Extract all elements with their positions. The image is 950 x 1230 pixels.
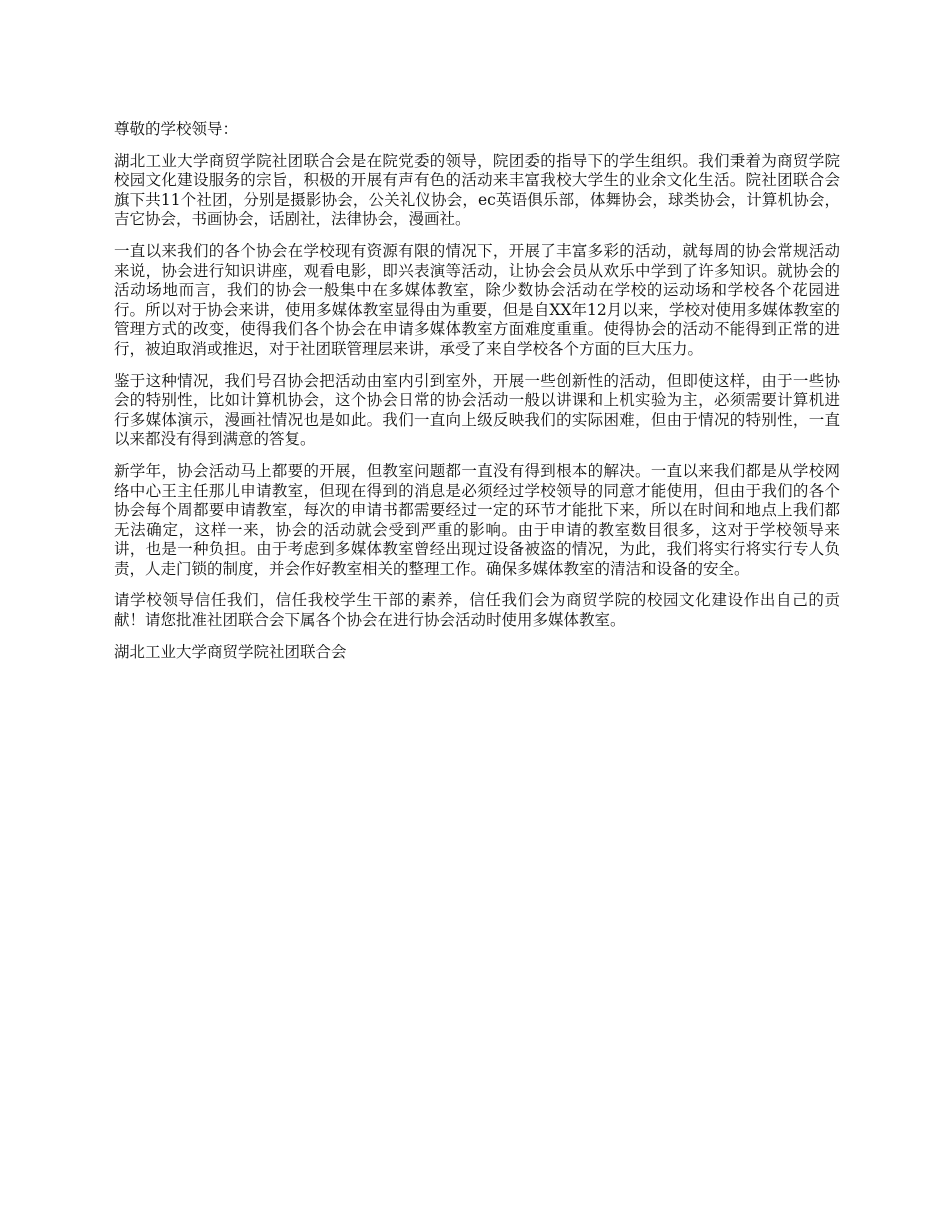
letter-document: [114, 120, 840, 674]
paragraph-request: 请学校领导信任我们，信任我校学生干部的素养，信任我们会为商贸学院的校园文化建设作出自己的贡献！请您批准社团联合会下属各个协会在进行协会活动时使用多媒体教室。: [114, 591, 840, 630]
paragraph-introduction: 湖北工业大学商贸学院社团联合会是在院党委的领导，院团委的指导下的学生组织。我们秉着为商贸学院校园文化建设服务的宗旨，积极的开展有声有色的活动来丰富我校大学生的业余文化生活。院社团联合会旗下共11个社团，分别是摄影协会，公关礼仪协会，ec英语俱乐部，体舞协会，球类协会，计算机协会，吉它协会，书画协会，话剧社，法律协会，漫画社。: [114, 151, 840, 229]
salutation: 尊敬的学校领导：: [114, 120, 239, 138]
paragraph-difficulties: 鉴于这种情况，我们号召协会把活动由室内引到室外，开展一些创新性的活动，但即使这样，由于一些协会的特别性，比如计算机协会，这个协会日常的协会活动一般以讲课和上机实验为主，必须需要计算机进行多媒体演示，漫画社情况也是如此。我们一直向上级反映我们的实际困难，但由于情况的特别性，一直以来都没有得到满意的答复。: [114, 371, 840, 449]
paragraph-new-semester: 新学年，协会活动马上都要的开展，但教室问题都一直没有得到根本的解决。一直以来我们都是从学校网络中心王主任那儿申请教室，但现在得到的消息是必须经过学校领导的同意才能使用，但由于我们的各个协会每个周都要申请教室，每次的申请书都需要经过一定的环节才能批下来，所以在时间和地点上我们都无法确定，这样一来，协会的活动就会受到严重的影响。由于申请的教室数目很多，这对于学校领导来讲，也是一种负担。由于考虑到多媒体教室曾经出现过设备被盗的情况，为此，我们将实行将实行专人负责，人走门锁的制度，并会作好教室相关的整理工作。确保多媒体教室的清洁和设备的安全。: [114, 461, 840, 578]
paragraph-activities: 一直以来我们的各个协会在学校现有资源有限的情况下，开展了丰富多彩的活动，就每周的协会常规活动来说，协会进行知识讲座，观看电影，即兴表演等活动，让协会会员从欢乐中学到了许多知识。就协会的活动场地而言，我们的协会一般集中在多媒体教室，除少数协会活动在学校的运动场和学校各个花园进行。所以对于协会来讲，使用多媒体教室显得由为重要，但是自XX年12月以来，学校对使用多媒体教室的管理方式的改变，使得我们各个协会在申请多媒体教室方面难度重重。使得协会的活动不能得到正常的进行，被迫取消或推迟，对于社团联管理层来讲，承受了来自学校各个方面的巨大压力。: [114, 241, 840, 358]
signature: 湖北工业大学商贸学院社团联合会: [114, 642, 347, 661]
